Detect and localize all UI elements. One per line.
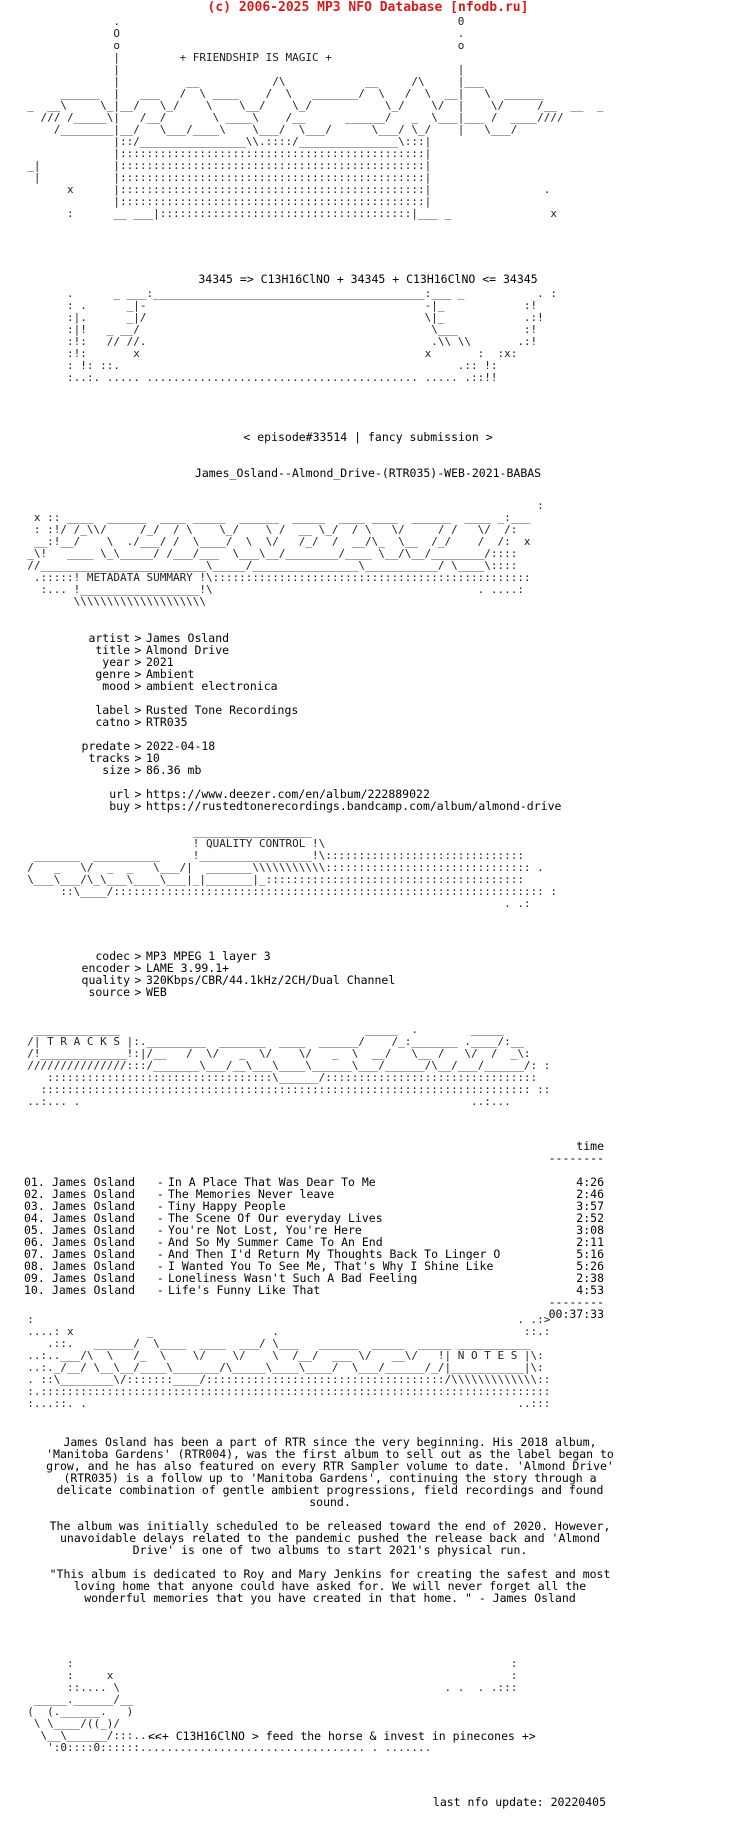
field-key: encoder bbox=[81, 961, 130, 975]
track-artist: James Osland bbox=[52, 1271, 136, 1285]
field-separator: > bbox=[134, 787, 142, 801]
field-separator: > bbox=[134, 631, 142, 645]
field-key: label bbox=[95, 703, 130, 717]
track-separator: - bbox=[150, 1211, 171, 1225]
field-row bbox=[0, 752, 561, 764]
site-header: (c) 2006-2025 MP3 NFO Database [nfodb.ru] bbox=[207, 0, 529, 15]
track-artist: James Osland bbox=[52, 1199, 136, 1213]
track-title: You're Not Lost, You're Here bbox=[168, 1224, 362, 1236]
field-key: artist bbox=[88, 631, 130, 645]
field-key: predate bbox=[81, 739, 130, 753]
field-separator: > bbox=[134, 751, 142, 765]
track-number: 06. bbox=[24, 1235, 45, 1249]
field-key: source bbox=[88, 985, 130, 999]
field-key: tracks bbox=[88, 751, 130, 765]
field-separator: > bbox=[134, 667, 142, 681]
field-value: 320Kbps/CBR/44.1kHz/2CH/Dual Channel bbox=[146, 973, 396, 987]
field-key: codec bbox=[95, 949, 130, 963]
field-key: year bbox=[102, 655, 130, 669]
track-number: 05. bbox=[24, 1223, 45, 1237]
track-number: 07. bbox=[24, 1247, 45, 1261]
track-artist: James Osland bbox=[52, 1283, 136, 1297]
field-value: James Osland bbox=[146, 631, 230, 645]
quality-art: __________________ ! QUALITY CONTROL !\ _______ __________ !_________________!\:::::::::::::::::::::::::::::: / _ \/ _ _ \___/| _______\\\\\\\\\\\::::::::::::::::::::::::::::::: . \___\___/\_\___\____\___|_|_______|_::::::::::::::::::::::::::::::::::::::: ::\____/::::::::::::::::::::::::::::::::::::::::::::::::::::::::::::::::: : . .: bbox=[27, 825, 558, 910]
metadata-fields bbox=[0, 632, 561, 812]
track-separator: - bbox=[150, 1175, 171, 1189]
track-separator: - bbox=[150, 1247, 171, 1261]
track-separator: - bbox=[150, 1223, 171, 1237]
track-title: Loneliness Wasn't Such A Bad Feeling bbox=[168, 1272, 418, 1284]
field-value: 10 bbox=[146, 751, 160, 765]
field-separator: > bbox=[134, 703, 142, 717]
track-separator: - bbox=[150, 1283, 171, 1297]
time-rule-top: -------- bbox=[548, 1151, 604, 1165]
field-row bbox=[0, 632, 561, 644]
episode-line: < episode#33514 | fancy submission > bbox=[243, 430, 493, 444]
field-separator: > bbox=[134, 739, 142, 753]
track-number: 04. bbox=[24, 1211, 45, 1225]
track-title: In A Place That Was Dear To Me bbox=[168, 1176, 376, 1188]
notes-paragraph-2: The album was initially scheduled to be released toward the end of 2020. However, unavoidable delays related to the pandemic pushed the release back and 'Almond Drive' is one of two albums to start 2021's physical run. bbox=[49, 1519, 611, 1557]
track-artist: James Osland bbox=[52, 1211, 136, 1225]
track-artist: James Osland bbox=[52, 1259, 136, 1273]
metadata-art: : x :: ____ ______ ____ _____ ______ _____ ____ ____ ______ ____ _:___ : :!/ /_\\/ /_/ / \ \_/ \ / __ \_/ / \ \/ / / \/ /: __:!__/ \ ./___/ / \____/ \ \/ /_/ / __/\_ \__ /_/ / /: x _\! ____ \_\_____/ /___/___ \___\__/________/____ \__/\__/________/:::: //_________________________\_____/________________\___________/ \____\:::: .:::::! METADATA SUMMARY !\:::::::::::::::::::::::::::::::::::::::::::::::: :... !__________________!\ . ....: \\\\\\\\\\\\\\\\\\\\ bbox=[27, 499, 544, 608]
field-row bbox=[0, 716, 561, 728]
field-separator: > bbox=[134, 715, 142, 729]
track-time: 3:08 bbox=[576, 1223, 604, 1237]
track-separator: - bbox=[150, 1235, 171, 1249]
track-number: 10. bbox=[24, 1283, 45, 1297]
field-value: MP3 MPEG 1 layer 3 bbox=[146, 949, 271, 963]
footer-art: : : : x : ::.... \ . . . .::: _____.______/__ ( (.______. ) \ \____/((_)/ \__\______/:::.... ':0::::0::::::.................................. . ....... bbox=[27, 1657, 518, 1754]
field-value: Ambient bbox=[146, 667, 195, 681]
track-title: The Scene Of Our everyday Lives bbox=[168, 1212, 383, 1224]
track-time: 2:11 bbox=[576, 1235, 604, 1249]
field-key: mood bbox=[102, 679, 130, 693]
field-key: size bbox=[102, 763, 130, 777]
track-number: 01. bbox=[24, 1175, 45, 1189]
field-row bbox=[0, 680, 561, 692]
field-separator: > bbox=[134, 961, 142, 975]
track-time: 2:46 bbox=[576, 1187, 604, 1201]
track-artist: James Osland bbox=[52, 1187, 136, 1201]
field-value: LAME 3.99.1+ bbox=[146, 961, 230, 975]
track-title: The Memories Never leave bbox=[168, 1188, 335, 1200]
field-row bbox=[0, 740, 561, 752]
notes-paragraph-1: James Osland has been a part of RTR since the very beginning. His 2018 album, 'Manitoba Gardens' (RTR004), was the first album to sell out as the label began to grow, and he has also featured on every RTR Sampler volume to date. 'Almond Drive' (RTR035) is a follow up to 'Manitoba Gardens', continuing the story through a delicate combination of gentle ambient progressions, field recordings and found sound. bbox=[46, 1435, 614, 1509]
track-number: 03. bbox=[24, 1199, 45, 1213]
track-time: 3:57 bbox=[576, 1199, 604, 1213]
field-value: Almond Drive bbox=[146, 643, 230, 657]
track-artist: James Osland bbox=[52, 1175, 136, 1189]
field-key: title bbox=[95, 643, 130, 657]
field-separator: > bbox=[134, 973, 142, 987]
field-value: WEB bbox=[146, 985, 167, 999]
tracklist bbox=[24, 1140, 604, 1320]
track-separator: - bbox=[150, 1199, 171, 1213]
quality-fields bbox=[0, 950, 395, 998]
tracks-art: _____________ _____ . _____ /| T R A C K S |:._________ _______ ____ ______/ /_:_______ .____/:__ /!_____________!:|/__ / \/ _ \/ \/ _ \ __/ \__ / \/ / _\: ///////////////:::/_______\___/__\___\____\______\___/______/\__/___/______/: : ::::::::::::::::::::::::::::::::::\______/:::::::::::::::::::::::::::::::: :::::::::::::::::::::::::::::::::::::::::::::::::::::::::::::::::::::::::: :: ..:... . ..:... bbox=[27, 1023, 551, 1108]
track-separator: - bbox=[150, 1271, 171, 1285]
track-time: 4:53 bbox=[576, 1283, 604, 1297]
track-row bbox=[24, 1284, 604, 1296]
field-separator: > bbox=[134, 949, 142, 963]
track-title: And So My Summer Came To An End bbox=[168, 1236, 383, 1248]
last-update: last nfo update: 20220405 bbox=[432, 1795, 606, 1809]
field-value: 2021 bbox=[146, 655, 174, 669]
total-time: 00:37:33 bbox=[548, 1307, 604, 1321]
field-value[interactable]: https://www.deezer.com/en/album/222889022 bbox=[146, 787, 430, 801]
track-time: 4:26 bbox=[576, 1175, 604, 1189]
field-separator: > bbox=[134, 763, 142, 777]
field-row bbox=[0, 704, 561, 716]
field-separator: > bbox=[134, 985, 142, 999]
time-header: time bbox=[576, 1139, 604, 1153]
notes-art: : . .:> ....: x _ . ::.: .::. ______/ \____ ____ ___/ \___ ______ _____ _____ ___________ ..:..___/\ \ /_ \ \/ \/ \ /__/ ___ \/ __\/ !| N O T E S |\: ..:._/__/ \__\__/____\_______/\_____\____\____/ \___/______/_/|___________|\: . ::\________\/:::::::____/::::::::::::::::::::::::::::::::::::/\\\\\\\\\\\\\:: :.::::::::::::::::::::::::::::::::::::::::::::::::::::::::::::::::::::::::::::: :...::. . ..::: bbox=[27, 1313, 551, 1410]
field-row bbox=[0, 986, 395, 998]
track-number: 02. bbox=[24, 1187, 45, 1201]
field-row bbox=[0, 656, 561, 668]
frame-art: . _ ___:_________________________________________:___ _ . : : . _|- -|_ :! :|. _|/ \|_ .:! :|! _ __/ \___ :! :!: // //. .\\ \\ .:! :!: x x : :x: : !: ::. .:: !: :..:. ..... ......................................... ..... .::!! bbox=[66, 287, 558, 384]
field-row bbox=[0, 974, 395, 986]
track-time: 2:38 bbox=[576, 1271, 604, 1285]
field-row bbox=[0, 764, 561, 776]
field-value[interactable]: https://rustedtonerecordings.bandcamp.com/album/almond-drive bbox=[146, 799, 562, 813]
footer-slogan: <<+ C13H16ClNO > feed the horse & invest in pinecones +> bbox=[148, 1729, 536, 1743]
field-separator: > bbox=[134, 655, 142, 669]
track-number: 09. bbox=[24, 1271, 45, 1285]
field-value: ambient electronica bbox=[146, 679, 278, 693]
track-artist: James Osland bbox=[52, 1223, 136, 1237]
notes-paragraph-3: "This album is dedicated to Roy and Mary Jenkins for creating the safest and most loving home that anyone could have asked for. We will never forget all the wonderful memories that you have created in that home. " - James Osland bbox=[49, 1567, 611, 1605]
track-number: 08. bbox=[24, 1259, 45, 1273]
field-key: catno bbox=[95, 715, 130, 729]
track-artist: James Osland bbox=[52, 1235, 136, 1249]
release-name: James_Osland--Almond_Drive-(RTR035)-WEB-2021-BABAS bbox=[194, 466, 542, 480]
logo-art: . 0 O . o o | + FRIENDSHIP IS MAGIC + | | | __ /\ __ /\ |___ ______ | ___ / \ ____ / \ _______/ \ / \ __| \ ______ _ __\ \_|__/ \_/ \ \__/ \_/ \_/ \/ | \/ /__ __ _ /// /_____\| /__/ \ ____\ /__ ______/ _ \___|___ / ____//// /________|__/ \___/____\ \___/ \___/ \___/ \_/ | \___/ |::/________________\\.::::/_______________\:::| |::::::::::::::::::::::::::::::::::::::::::::::| _| |::::::::::::::::::::::::::::::::::::::::::::::| | |::::::::::::::::::::::::::::::::::::::::::::::| x |::::::::::::::::::::::::::::::::::::::::::::::| . |::::::::::::::::::::::::::::::::::::::::::::::| : __ ___|::::::::::::::::::::::::::::::::::::::|___ _ x bbox=[27, 15, 604, 220]
track-artist: James Osland bbox=[52, 1247, 136, 1261]
field-row bbox=[0, 644, 561, 656]
track-separator: - bbox=[150, 1259, 171, 1273]
field-separator: > bbox=[134, 799, 142, 813]
field-value: Rusted Tone Recordings bbox=[146, 703, 299, 717]
track-title: Life's Funny Like That bbox=[168, 1284, 321, 1296]
field-value: 2022-04-18 bbox=[146, 739, 216, 753]
field-key: url bbox=[109, 787, 130, 801]
track-time: 2:52 bbox=[576, 1211, 604, 1225]
field-key: quality bbox=[81, 973, 130, 987]
field-row bbox=[0, 668, 561, 680]
field-separator: > bbox=[134, 643, 142, 657]
time-rule-bottom: -------- bbox=[548, 1295, 604, 1309]
track-time: 5:16 bbox=[576, 1247, 604, 1261]
track-title: Tiny Happy People bbox=[168, 1200, 286, 1212]
field-value: RTR035 bbox=[146, 715, 188, 729]
field-row bbox=[0, 800, 561, 812]
track-time: 5:26 bbox=[576, 1259, 604, 1273]
field-key: genre bbox=[95, 667, 130, 681]
notes-text bbox=[40, 1436, 620, 1616]
field-separator: > bbox=[134, 679, 142, 693]
track-separator: - bbox=[150, 1187, 171, 1201]
track-title: I Wanted You To See Me, That's Why I Shine Like bbox=[168, 1260, 494, 1272]
field-key: buy bbox=[109, 799, 130, 813]
track-title: And Then I'd Return My Thoughts Back To Linger O bbox=[168, 1248, 501, 1260]
field-value: 86.36 mb bbox=[146, 763, 202, 777]
formula-line: 34345 => C13H16ClNO + 34345 + C13H16ClNO <= 34345 bbox=[198, 272, 538, 286]
